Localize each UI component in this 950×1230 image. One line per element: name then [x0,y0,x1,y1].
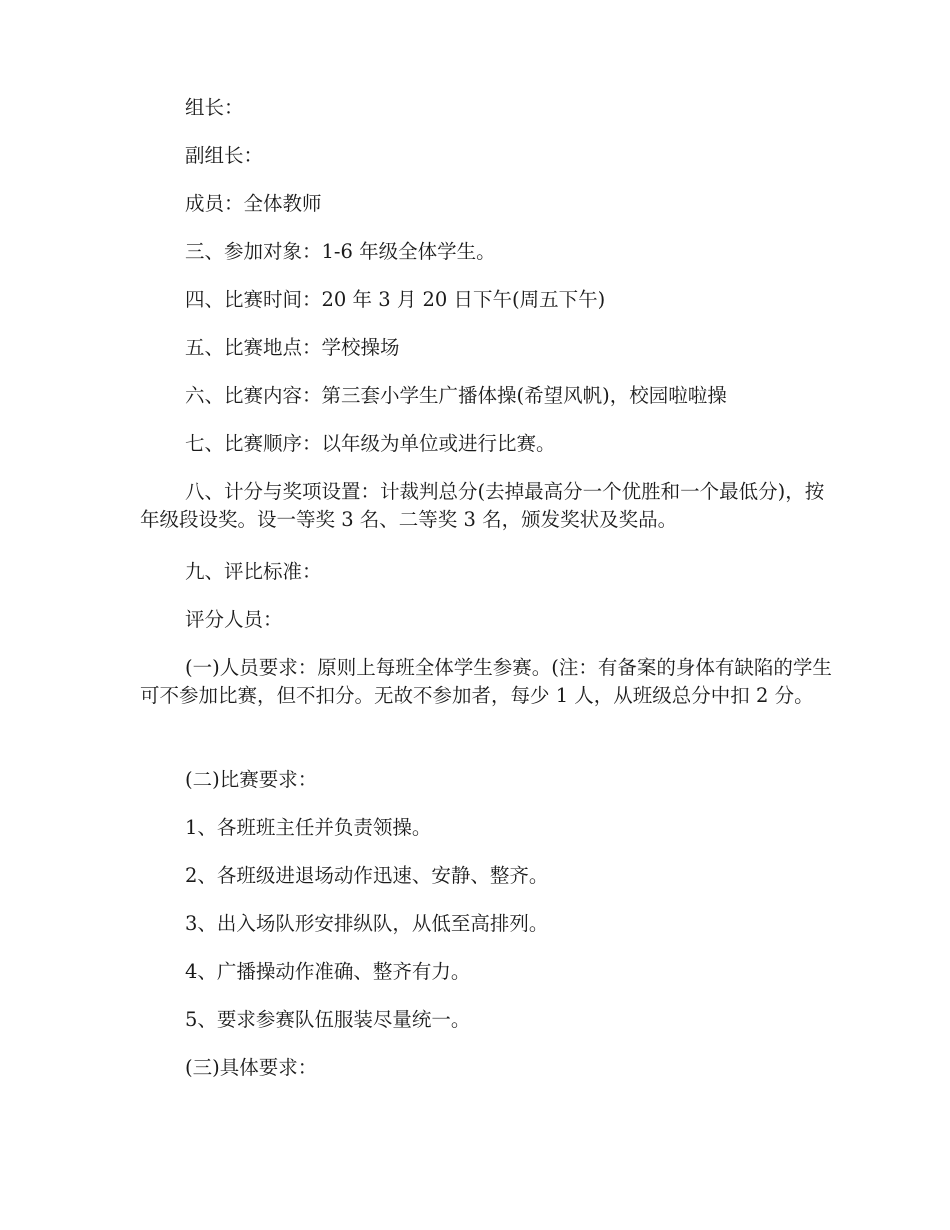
paragraph-judges: 评分人员： [185,608,283,631]
list-item-3: 3、出入场队形安排纵队，从低至高排列。 [185,912,549,935]
paragraph-personnel-requirements: (一)人员要求：原则上每班全体学生参赛。(注：有备案的身体有缺陷的学生可不参加比赛，但不扣分。无故不参加者，每少 1 人，从班级总分中扣 2 分。 [140,656,832,707]
list-item-1: 1、各班班主任并负责领操。 [185,816,432,839]
paragraph-competition-venue: 五、比赛地点：学校操场 [185,336,400,359]
list-item-4: 4、广播操动作准确、整齐有力。 [185,960,471,983]
paragraph-participants: 三、参加对象：1-6 年级全体学生。 [185,240,496,263]
paragraph-members: 成员：全体教师 [185,192,322,215]
paragraph-group-leader: 组长： [185,96,244,119]
list-item-2: 2、各班级进退场动作迅速、安静、整齐。 [185,864,549,887]
paragraph-specific-requirements: (三)具体要求： [185,1056,318,1079]
paragraph-criteria-heading: 九、评比标准： [185,560,322,583]
paragraph-competition-time: 四、比赛时间：20 年 3 月 20 日下午(周五下午) [185,288,606,311]
paragraph-deputy-leader: 副组长： [185,144,264,167]
paragraph-competition-content: 六、比赛内容：第三套小学生广播体操(希望风帆)，校园啦啦操 [185,384,727,407]
list-item-5: 5、要求参赛队伍服装尽量统一。 [185,1008,471,1031]
paragraph-competition-order: 七、比赛顺序：以年级为单位或进行比赛。 [185,432,556,455]
paragraph-scoring-awards: 八、计分与奖项设置：计裁判总分(去掉最高分一个优胜和一个最低分)，按年级段设奖。设一等奖 3 名、二等奖 3 名，颁发奖状及奖品。 [140,480,825,531]
paragraph-competition-requirements: (二)比赛要求： [185,768,318,791]
